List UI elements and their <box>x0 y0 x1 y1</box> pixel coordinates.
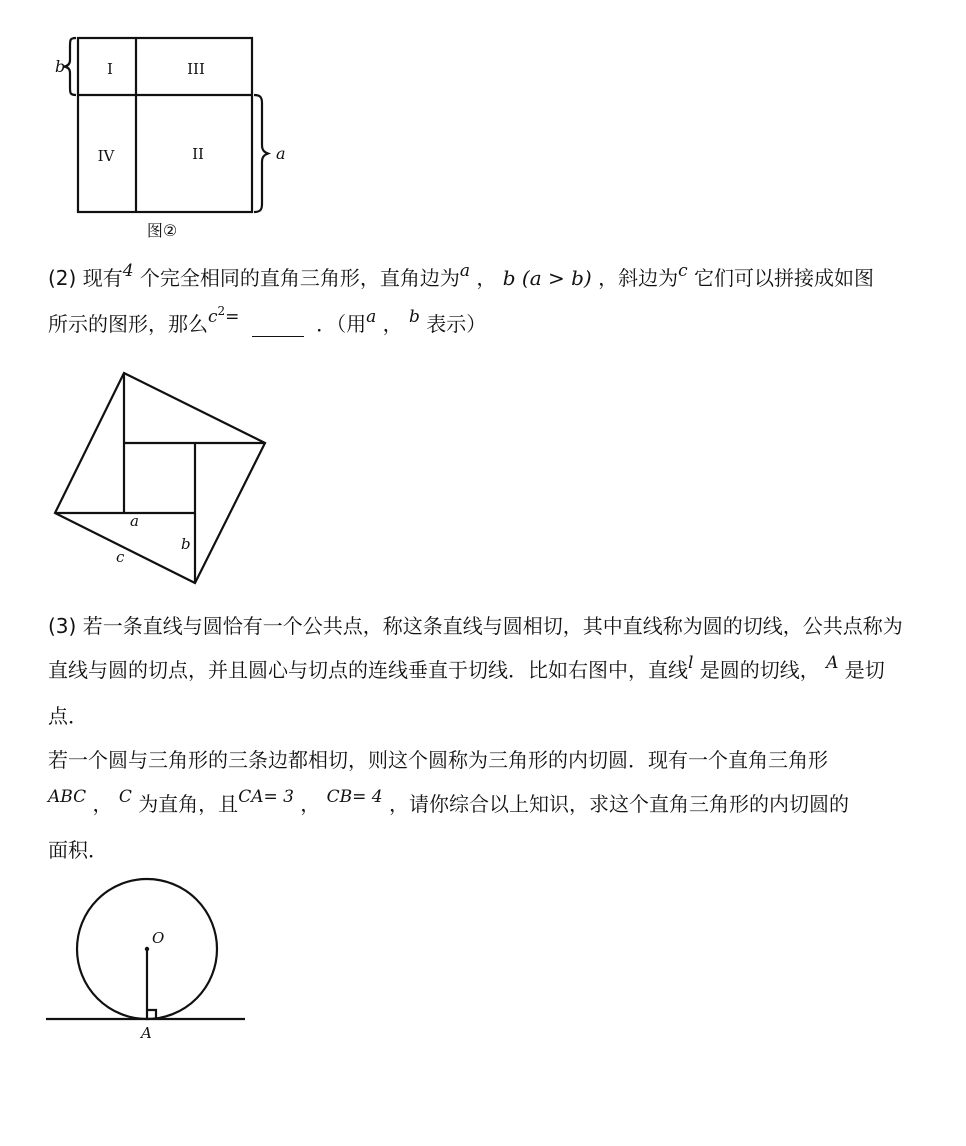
tangent-point-label-A: A <box>141 1024 152 1042</box>
part3-line5a: 为直角，且 <box>138 792 239 816</box>
part2-equals: = <box>225 307 240 327</box>
square-label-c: c <box>116 548 125 566</box>
part2-var-a: a <box>366 307 377 327</box>
part3-line-l: l <box>688 653 694 673</box>
side-CA: CA= 3 <box>238 787 294 807</box>
part3-line5b: ，请你综合以上知识，求这个直角三角形的内切圆的 <box>388 792 849 816</box>
part3-line2a: 直线与圆的切点，并且圆心与切点的连线垂直于切线．比如右图中，直线 <box>48 658 688 682</box>
part3-number: (3) <box>48 614 77 638</box>
part2-c-base: c <box>208 307 218 327</box>
part2-text6: 表示） <box>426 312 487 336</box>
part2-leg-a: a <box>459 261 471 281</box>
figure-caption: 图② <box>146 221 178 240</box>
part2-text1: 现有 <box>82 266 123 290</box>
square-label-b: b <box>181 535 191 553</box>
figure-2-rectangle-diagram <box>40 30 320 245</box>
part2-text4: 它们可以拼接成如图 <box>693 266 874 290</box>
part3-question <box>48 738 938 872</box>
part3-line3: 点． <box>48 704 88 728</box>
part2-hypotenuse-c: c <box>678 261 688 281</box>
part2-number: (2) <box>48 266 77 290</box>
part3-point-A: A <box>826 653 839 673</box>
part2-c-squared <box>208 304 240 327</box>
brace-label-b: b <box>55 57 66 76</box>
part3-comma4: ， <box>300 792 321 816</box>
part2-count: 4 <box>122 261 134 281</box>
part2-text5: 所示的图形，那么 <box>48 312 208 336</box>
part3-line6: 面积． <box>48 838 108 862</box>
part3-line1: 若一条直线与圆恰有一个公共点，称这条直线与圆相切，其中直线称为圆的切线，公共点称为 <box>82 614 903 638</box>
circle-center-point <box>145 947 149 951</box>
part2-c-exponent: 2 <box>217 304 226 318</box>
part3-line2c: 是切 <box>844 658 885 682</box>
part2-comma1: ， <box>476 266 497 290</box>
part3-line2b: 是圆的切线， <box>699 658 820 682</box>
square-label-a: a <box>130 512 139 530</box>
part2-text3: ，斜边为 <box>598 266 679 290</box>
triangle-ABC: ABC <box>48 787 87 807</box>
part3-comma3: ， <box>92 792 113 816</box>
tangent-circle-diagram <box>40 870 260 1050</box>
part2-paragraph <box>48 256 938 349</box>
region-label-IV: IV <box>97 147 115 165</box>
part2-period: ．（用 <box>316 312 367 336</box>
center-label-O: O <box>152 929 165 947</box>
part2-comma2: ， <box>382 312 403 336</box>
brace-label-a: a <box>276 144 286 163</box>
side-CB: CB= 4 <box>326 787 383 807</box>
pythagorean-square-diagram <box>40 360 280 595</box>
answer-blank[interactable] <box>252 314 304 337</box>
region-label-III: III <box>187 60 205 78</box>
part2-text2: 个完全相同的直角三角形，直角边为 <box>139 266 460 290</box>
part3-paragraph <box>48 604 938 738</box>
region-label-II: II <box>192 145 204 163</box>
part2-leg-b-expression: b (a > b) <box>502 266 592 290</box>
part3-line4: 若一个圆与三角形的三条边都相切，则这个圆称为三角形的内切圆．现有一个直角三角形 <box>48 748 828 772</box>
part2-var-b: b <box>409 307 420 327</box>
region-label-I: I <box>107 60 113 78</box>
vertex-C: C <box>118 787 132 807</box>
